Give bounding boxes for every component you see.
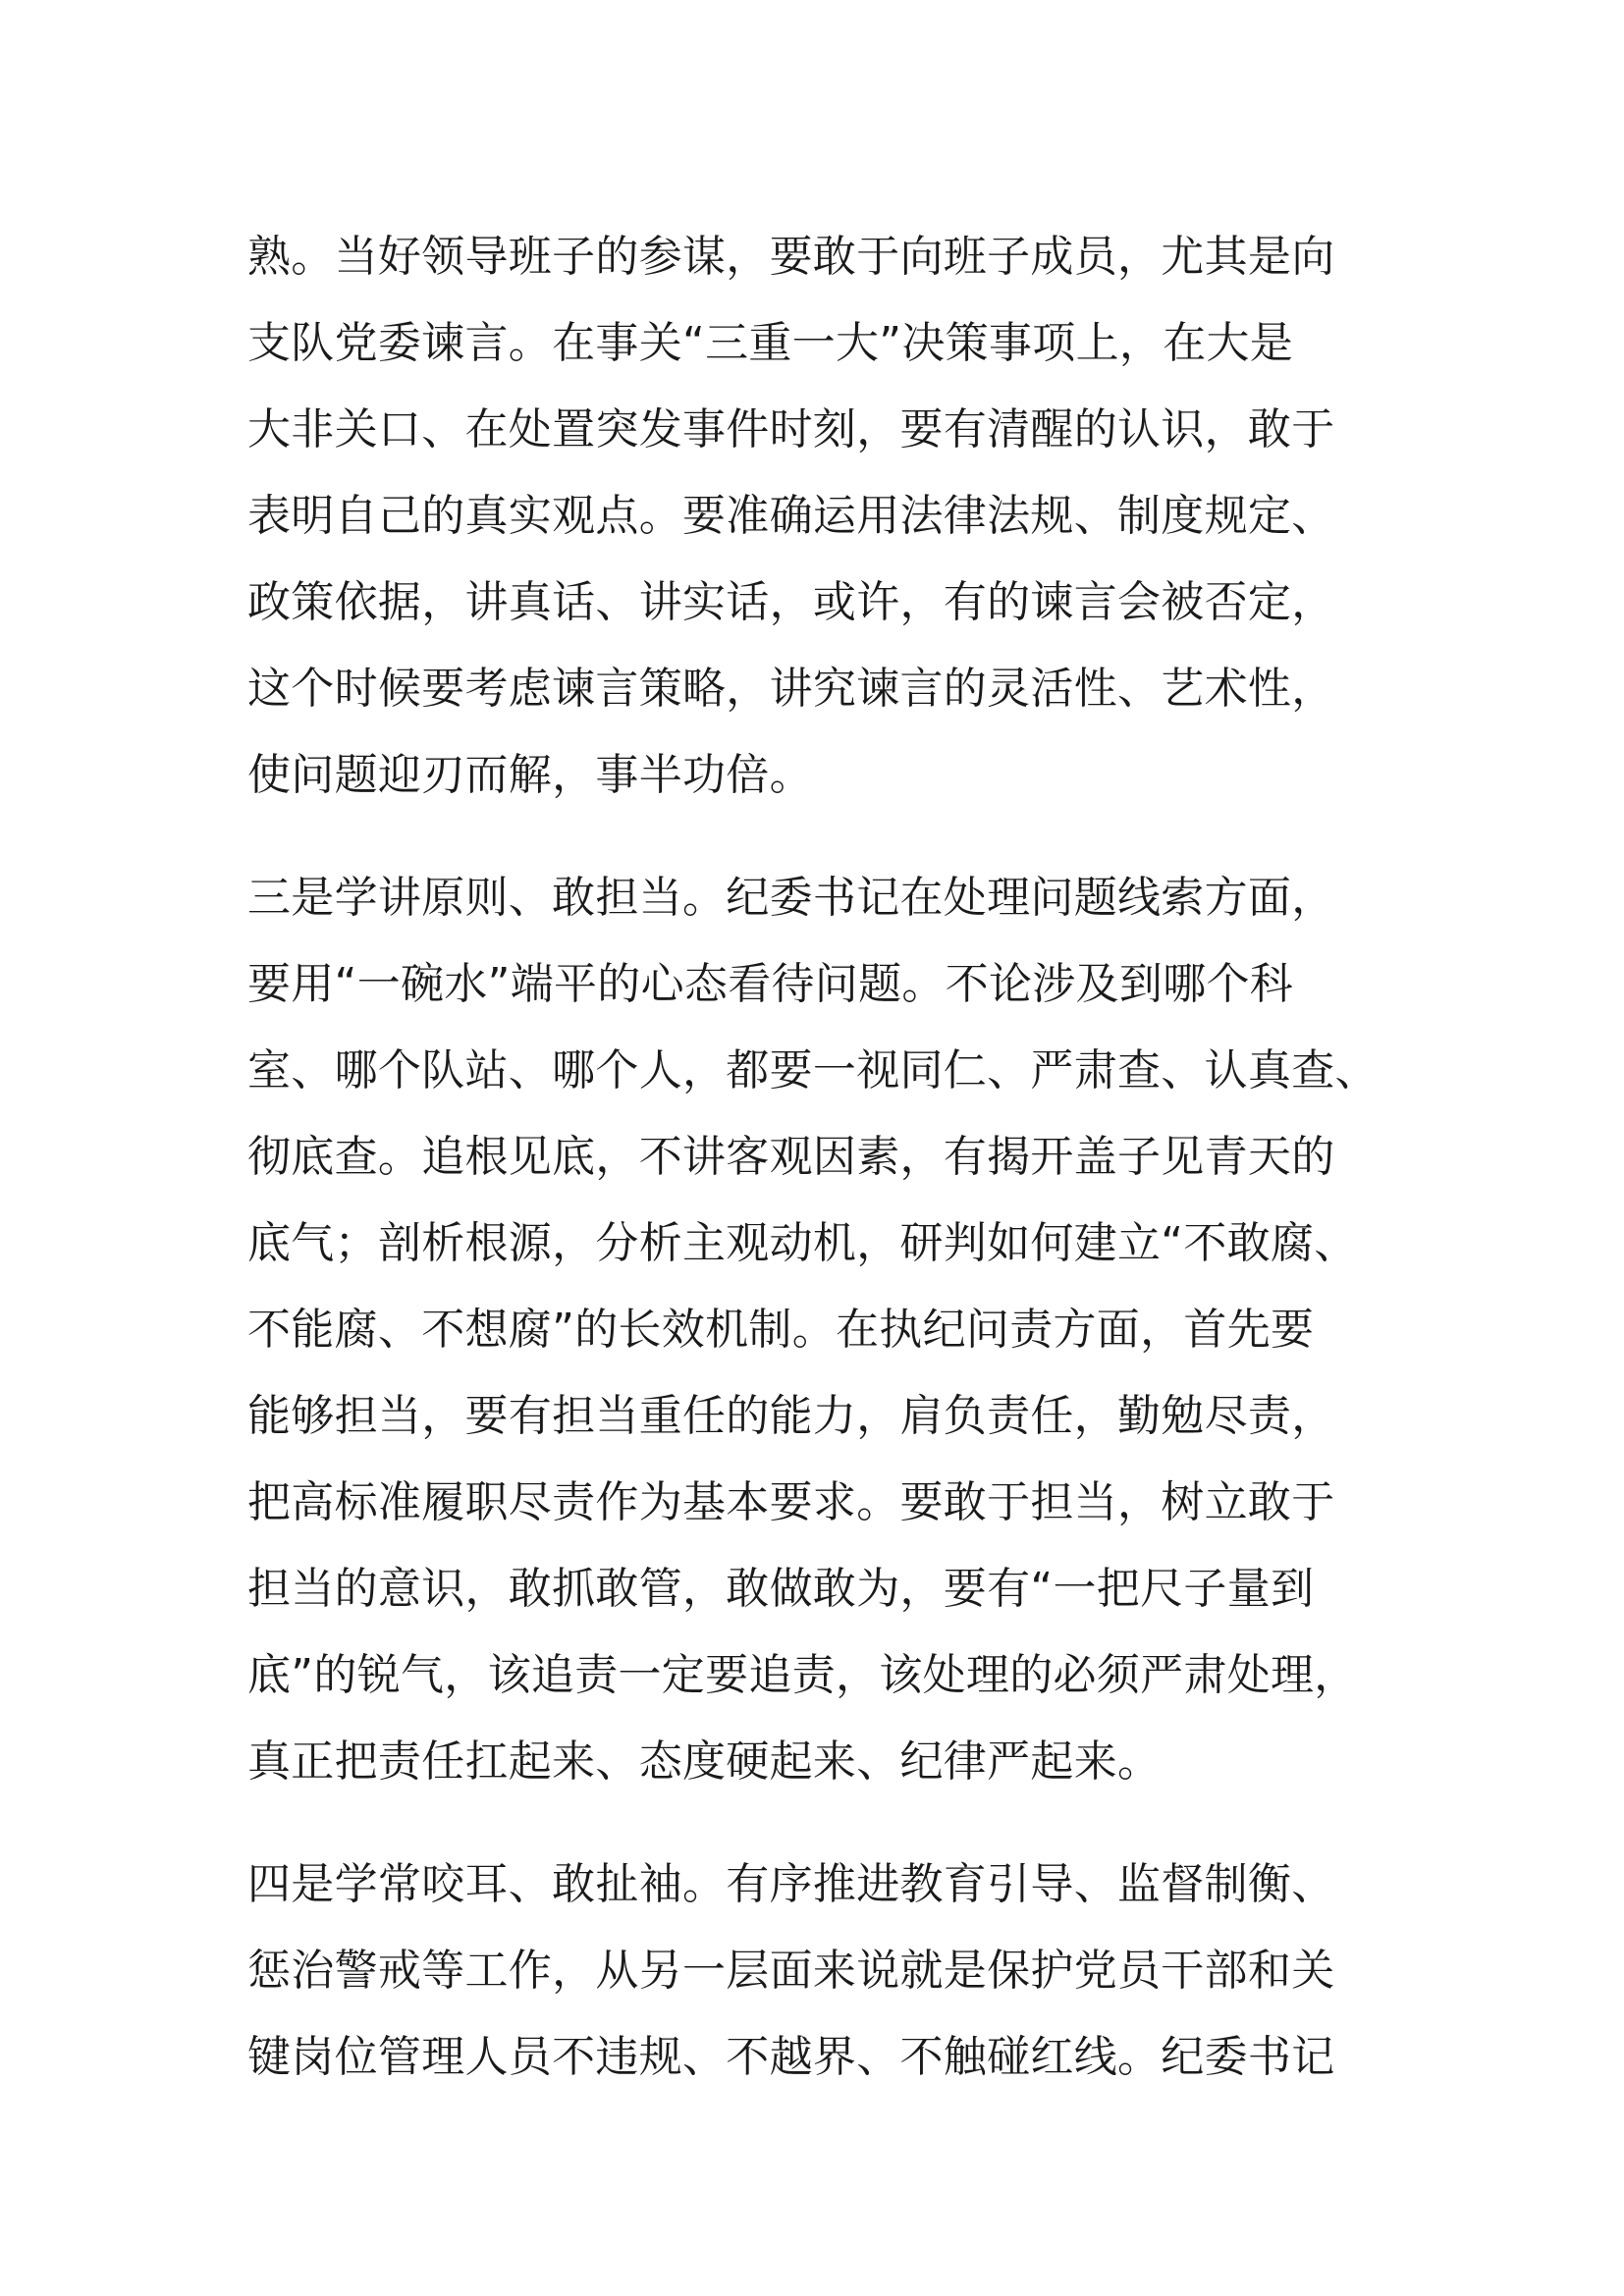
text-line: 四是学常咬耳、敢扯袖。有序推进教育引导、监督制衡、 (247, 1859, 1335, 1909)
paragraph-3 (247, 1842, 1357, 2101)
text-line: 大非关口、在处置突发事件时刻，要有清醒的认识，敢于 (247, 404, 1335, 454)
text-line: 不能腐、不想腐”的长效机制。在执纪问责方面，首先要 (247, 1305, 1315, 1355)
text-line: 能够担当，要有担当重任的能力，肩负责任，勤勉尽责， (247, 1391, 1335, 1441)
text-line: 要用“一碗水”端平的心态看待问题。不论涉及到哪个科 (247, 959, 1294, 1009)
paragraph-1 (247, 214, 1357, 819)
text-line: 惩治警戒等工作，从另一层面来说就是保护党员干部和关 (247, 1946, 1335, 1996)
text-line: 底”的锐气，该追责一定要追责，该处理的必须严肃处理， (247, 1650, 1358, 1700)
text-line: 担当的意识，敢抓敢管，敢做敢为，要有“一把尺子量到 (247, 1564, 1315, 1614)
text-line: 把高标准履职尽责作为基本要求。要敢于担当，树立敢于 (247, 1477, 1335, 1527)
text-line: 键岗位管理人员不违规、不越界、不触碰红线。纪委书记 (247, 2032, 1335, 2082)
text-line: 底气；剖析根源，分析主观动机，研判如何建立“不敢腐、 (247, 1218, 1358, 1268)
text-line: 表明自己的真实观点。要准确运用法律法规、制度规定、 (247, 491, 1335, 541)
text-line: 熟。当好领导班子的参谋，要敢于向班子成员，尤其是向 (247, 232, 1335, 282)
text-line: 使问题迎刃而解，事半功倍。 (247, 750, 813, 800)
paragraph-2 (247, 855, 1379, 1805)
text-line: 真正把责任扛起来、态度硬起来、纪律严起来。 (247, 1736, 1162, 1787)
text-line: 支队党委谏言。在事关“三重一大”决策事项上，在大是 (247, 318, 1294, 368)
text-line: 政策依据，讲真话、讲实话，或许，有的谏言会被否定， (247, 577, 1335, 627)
text-line: 三是学讲原则、敢担当。纪委书记在处理问题线索方面， (247, 873, 1335, 923)
text-line: 这个时候要考虑谏言策略，讲究谏言的灵活性、艺术性， (247, 664, 1335, 714)
text-line: 室、哪个队站、哪个人，都要一视同仁、严肃查、认真查、 (247, 1045, 1379, 1095)
text-line: 彻底查。追根见底，不讲客观因素，有揭开盖子见青天的 (247, 1132, 1335, 1182)
